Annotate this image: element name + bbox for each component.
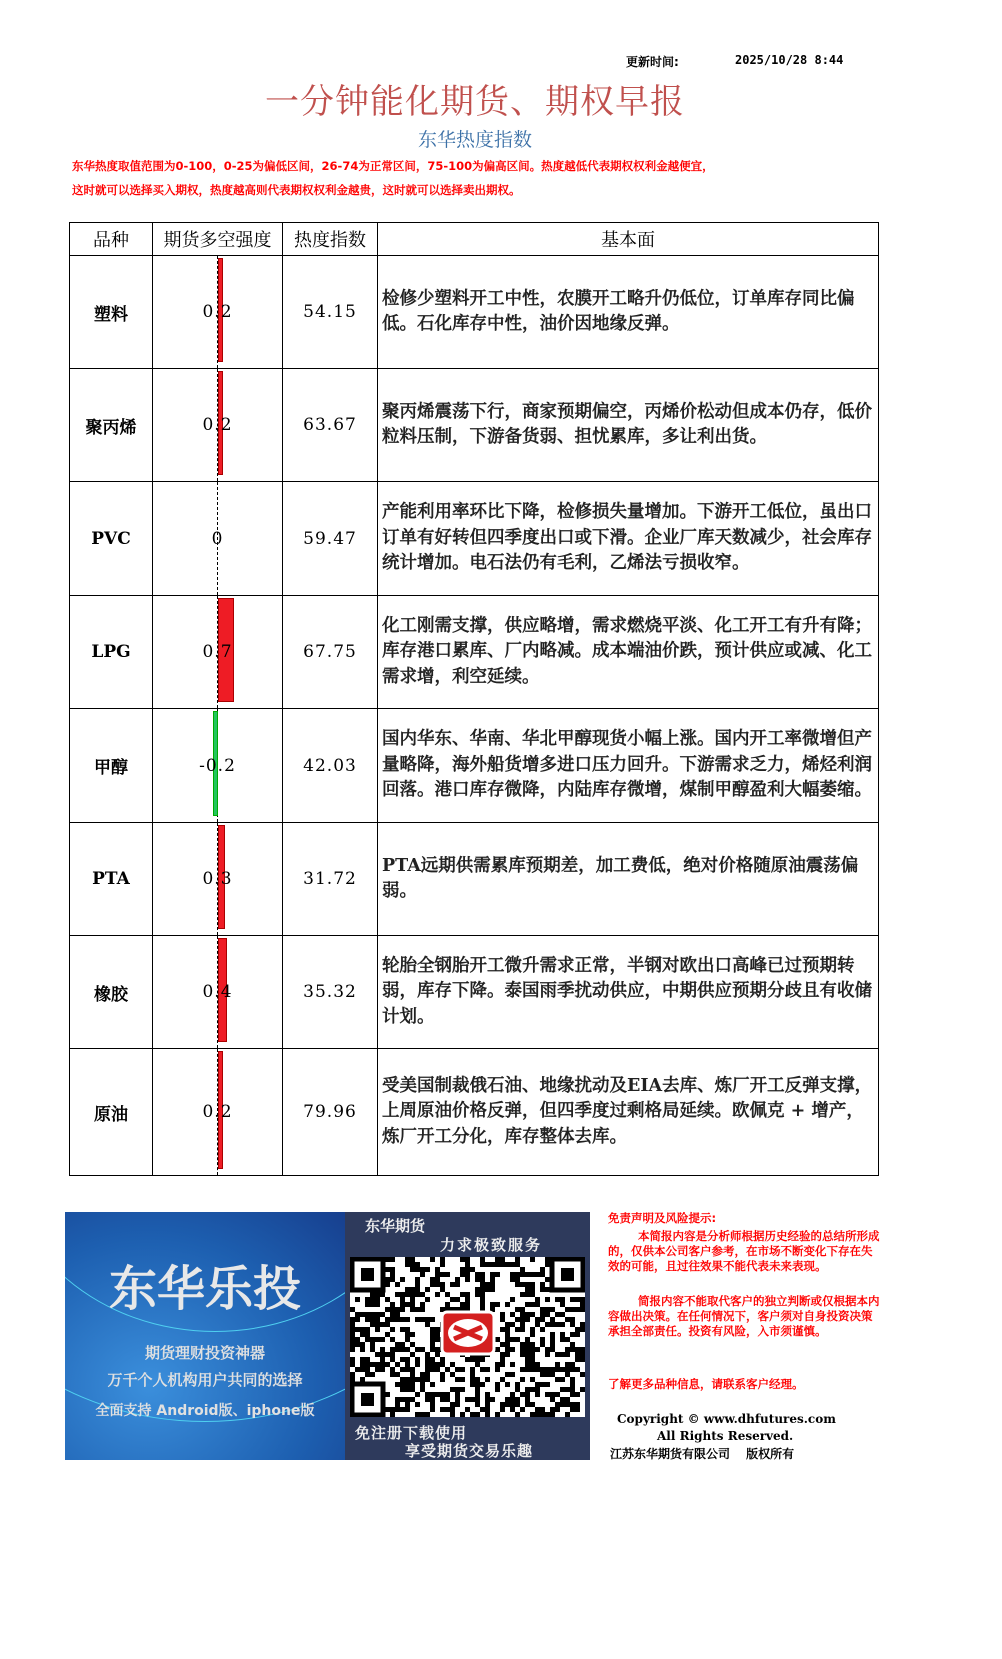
strength-value: 0.2 — [202, 302, 233, 322]
banner-line-3: 全面支持 Android版、iphone版 — [95, 1403, 315, 1419]
fundamentals-text: 产能利用率环比下降，检修损失量增加。下游开工低位，虽出口订单有好转但四季度出口或下滑。企业厂库天数减少，社会库存统计增加。电石法仍有毛利，乙烯法亏损收窄。 — [378, 482, 879, 596]
variety-name: 橡胶 — [70, 936, 153, 1049]
heat-index: 31.72 — [283, 823, 378, 936]
page-title: 一分钟能化期货、期权早报 — [265, 82, 685, 122]
strength-cell — [153, 256, 283, 369]
strength-cell — [153, 823, 283, 936]
strength-value: 0.2 — [202, 415, 233, 435]
header-fundamentals: 基本面 — [378, 223, 879, 256]
heat-index-table — [69, 222, 879, 1176]
variety-name: 原油 — [70, 1049, 153, 1176]
heat-index: 67.75 — [283, 596, 378, 709]
heat-index: 35.32 — [283, 936, 378, 1049]
heat-index: 42.03 — [283, 709, 378, 823]
strength-cell — [153, 482, 283, 596]
fundamentals-text: PTA远期供需累库预期差，加工费低，绝对价格随原油震荡偏弱。 — [378, 823, 879, 936]
header-strength: 期货多空强度 — [153, 223, 283, 256]
variety-name: PVC — [70, 482, 153, 596]
heat-index: 63.67 — [283, 369, 378, 482]
fundamentals-text: 受美国制裁俄石油、地缘扰动及EIA去库、炼厂开工反弹支撑，上周原油价格反弹，但四季度过剩格局延续。欧佩克 + 增产，炼厂开工分化，库存整体去库。 — [378, 1049, 879, 1176]
variety-name: PTA — [70, 823, 153, 936]
disclaimer-title: 免责声明及风险提示: — [608, 1211, 717, 1225]
strength-cell — [153, 1049, 283, 1176]
strength-cell — [153, 369, 283, 482]
qr-panel — [345, 1212, 590, 1460]
heat-index: 59.47 — [283, 482, 378, 596]
header-heat: 热度指数 — [283, 223, 378, 256]
note-line-2: 这时就可以选择买入期权，热度越高则代表期权权利金越贵，这时就可以选择卖出期权。 — [72, 183, 521, 197]
table-row — [70, 256, 879, 369]
disclaimer-p2: 简报内容不能取代客户的独立判断或仅根据本内容做出决策。在任何情况下，客户须对自身投资决策承担全部责任。投资有风险，入市须谨慎。 — [608, 1294, 880, 1338]
page-subtitle: 东华热度指数 — [417, 129, 532, 151]
fundamentals-text: 聚丙烯震荡下行，商家预期偏空，丙烯价松动但成本仍存，低价粒料压制，下游备货弱、担忧累库，多让利出货。 — [378, 369, 879, 482]
strength-cell — [153, 936, 283, 1049]
fundamentals-text: 检修少塑料开工中性，农膜开工略升仍低位，订单库存同比偏低。石化库存中性，油价因地缘反弹。 — [378, 256, 879, 369]
strength-value: 0 — [211, 528, 224, 549]
variety-name: 塑料 — [70, 256, 153, 369]
qr-bottom-line-1: 免注册下载使用 — [355, 1424, 468, 1442]
qr-code[interactable] — [350, 1257, 585, 1417]
update-time-label: 更新时间: — [626, 55, 679, 69]
header-variety: 品种 — [70, 223, 153, 256]
strength-value: -0.2 — [199, 755, 236, 776]
heat-index: 54.15 — [283, 256, 378, 369]
strength-cell — [153, 709, 283, 823]
qr-top-line-2: 力求极致服务 — [440, 1236, 543, 1254]
table-row — [70, 369, 879, 482]
copyright-line-2: All Rights Reserved. — [657, 1429, 794, 1443]
banner-line-2: 万千个人机构用户共同的选择 — [107, 1371, 303, 1389]
variety-name: 甲醇 — [70, 709, 153, 823]
strength-value: 0.2 — [202, 1102, 233, 1122]
copyright-line-1: Copyright © www.dhfutures.com — [617, 1412, 836, 1426]
table-row — [70, 1049, 879, 1176]
table-row — [70, 936, 879, 1049]
app-banner[interactable] — [65, 1212, 345, 1460]
fundamentals-text: 化工刚需支撑，供应略增，需求燃烧平淡、化工开工有升有降；库存港口累库、厂内略减。成本端油价跌，预计供应或减、化工需求增，利空延续。 — [378, 596, 879, 709]
table-row — [70, 823, 879, 936]
banner-title: 东华乐投 — [108, 1261, 301, 1317]
strength-value: 0.3 — [202, 869, 233, 889]
copyright-line-3: 江苏东华期货有限公司 版权所有 — [610, 1447, 795, 1461]
variety-name: LPG — [70, 596, 153, 709]
table-row — [70, 709, 879, 823]
strength-value: 0.4 — [202, 982, 233, 1002]
strength-cell — [153, 596, 283, 709]
banner-line-1: 期货理财投资神器 — [144, 1344, 265, 1362]
disclaimer-p1: 本简报内容是分析师根据历史经验的总结所形成的，仅供本公司客户参考，在市场不断变化下存在失效的可能，且过往效果不能代表未来表现。 — [608, 1229, 880, 1273]
variety-name: 聚丙烯 — [70, 369, 153, 482]
table-row — [70, 596, 879, 709]
strength-value: 0.7 — [202, 642, 233, 662]
note-line-1: 东华热度取值范围为0-100，0-25为偏低区间，26-74为正常区间，75-100为偏高区间。热度越低代表期权权利金越便宜， — [72, 159, 714, 173]
fundamentals-text: 国内华东、华南、华北甲醇现货小幅上涨。国内开工率微增但产量略降，海外船货增多进口压力回升。下游需求乏力，烯烃利润回落。港口库存微降，内陆库存微增，煤制甲醇盈利大幅萎缩。 — [378, 709, 879, 823]
table-row — [70, 482, 879, 596]
heat-index: 79.96 — [283, 1049, 378, 1176]
qr-top-line-1: 东华期货 — [365, 1217, 426, 1235]
qr-bottom-line-2: 享受期货交易乐趣 — [405, 1442, 534, 1460]
disclaimer-contact: 了解更多品种信息，请联系客户经理。 — [608, 1377, 804, 1391]
fundamentals-text: 轮胎全钢胎开工微升需求正常，半钢对欧出口高峰已过预期转弱，库存下降。泰国雨季扰动供应，中期供应预期分歧且有收储计划。 — [378, 936, 879, 1049]
update-time-value: 2025/10/28 8:44 — [735, 53, 844, 67]
